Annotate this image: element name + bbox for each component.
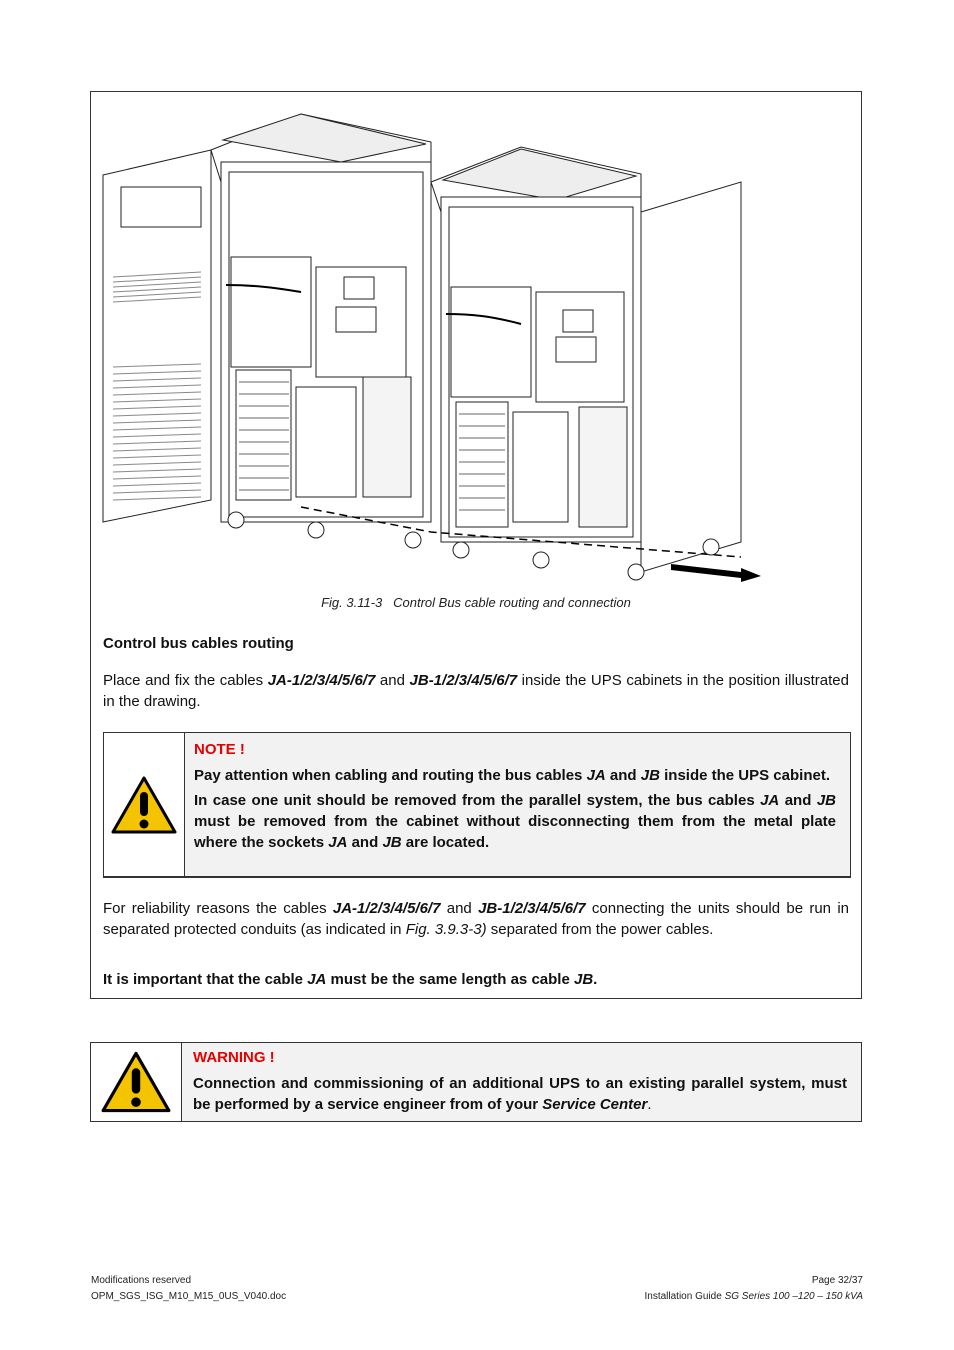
- figure-ups-cabinets: [101, 102, 851, 582]
- footer-modifications: Modifications reserved: [91, 1275, 192, 1286]
- footer-guide-title: Installation Guide SG Series 100 –120 – 150 kVA: [644, 1291, 863, 1302]
- paragraph-same-length: It is important that the cable JA must be the same length as cable JB.: [103, 971, 598, 988]
- warning-line: Connection and commissioning of an additional UPS to an existing parallel system, must be performed by a service engineer from of your Service Center.: [193, 1075, 847, 1113]
- warning-title: WARNING !: [193, 1049, 275, 1066]
- warning-text: [193, 1047, 847, 1119]
- footer-left: [91, 1273, 286, 1305]
- caption-text: Control Bus cable routing and connection: [393, 595, 631, 610]
- note-line-2: In case one unit should be removed from the parallel system, the bus cables JA and JB must be removed from the cabinet without disconnecting them from the metal plate where the sockets JA and JB are located.: [194, 792, 836, 851]
- note-title: NOTE !: [194, 741, 245, 758]
- note-text: [194, 739, 836, 857]
- section-heading: Control bus cables routing: [103, 635, 294, 652]
- note-box: [103, 732, 851, 878]
- paragraph-reliability: For reliability reasons the cables JA-1/2/3/4/5/6/7 and JB-1/2/3/4/5/6/7 connecting the units should be run in separated protected conduits (as indicated in Fig. 3.9.3-3) separated from the power cables.: [103, 900, 849, 938]
- caption-number: Fig. 3.11-3: [321, 595, 383, 610]
- warning-icon-cell: [91, 1043, 182, 1121]
- paragraph-place-cables: Place and fix the cables JA-1/2/3/4/5/6/7 and JB-1/2/3/4/5/6/7 inside the UPS cabinets in the position illustrated in the drawing.: [103, 672, 849, 710]
- hazard-triangle-icon: [110, 775, 178, 835]
- note-icon-cell: [104, 733, 185, 876]
- ups-cabinet-drawing: [101, 102, 851, 582]
- footer-filename: OPM_SGS_ISG_M10_M15_0US_V040.doc: [91, 1291, 287, 1302]
- figure-caption: [91, 595, 861, 610]
- arrow-icon: [671, 564, 761, 582]
- warning-box: [90, 1042, 862, 1122]
- footer-page-number: Page 32/37: [811, 1275, 863, 1286]
- hazard-triangle-icon: [100, 1050, 172, 1114]
- note-line-1: Pay attention when cabling and routing the bus cables JA and JB inside the UPS cabinet.: [194, 767, 830, 784]
- content-frame: [90, 91, 862, 999]
- footer-right: [645, 1273, 864, 1305]
